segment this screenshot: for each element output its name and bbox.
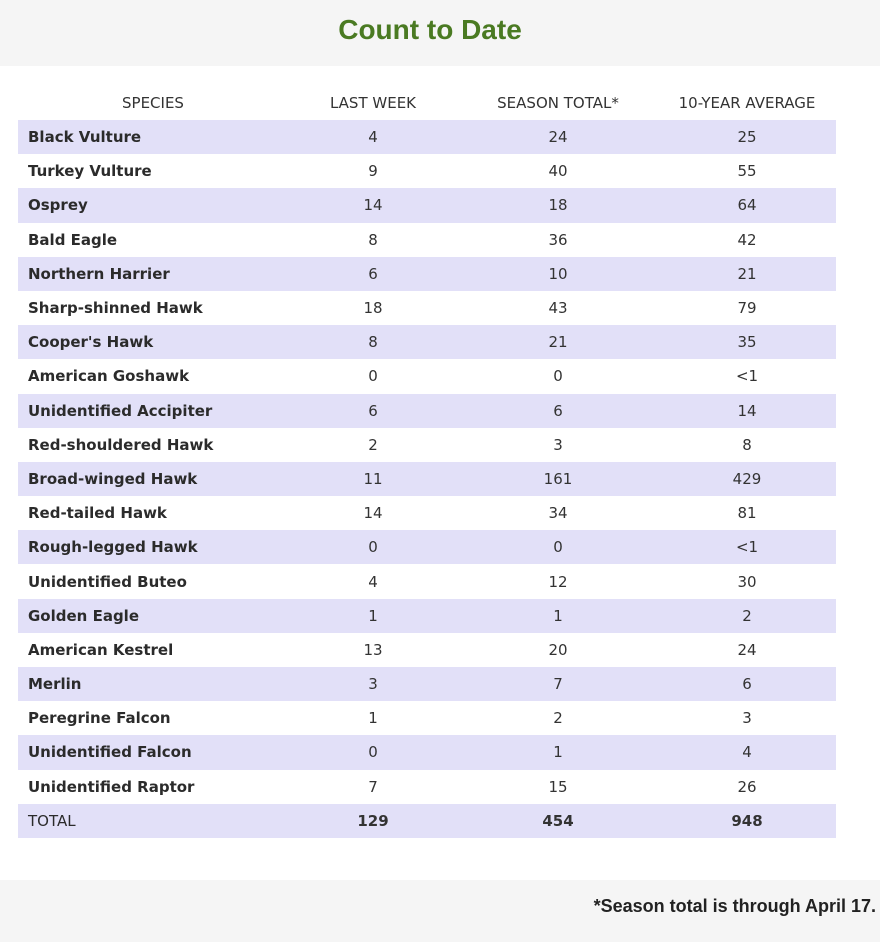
ten-year-average-cell: 55 [737, 162, 757, 181]
species-name-cell: Osprey [18, 188, 288, 222]
ten-year-average-cell: 79 [737, 299, 757, 318]
ten-year-average-cell: 25 [658, 120, 836, 154]
ten-year-average-cell: 35 [658, 325, 836, 359]
species-name-cell: Bald Eagle [28, 230, 118, 249]
species-name-cell: Rough-legged Hawk [18, 530, 288, 564]
table-row [18, 735, 836, 769]
total-last-week: 129 [288, 804, 458, 838]
ten-year-average-cell: <1 [735, 367, 759, 386]
table-row [18, 530, 836, 564]
table-row [18, 223, 836, 257]
table-total-row [18, 804, 836, 838]
last-week-cell: 0 [368, 367, 378, 386]
table-row [18, 291, 836, 325]
table-row [18, 257, 836, 291]
table-row [18, 394, 836, 428]
count-table-container [18, 86, 836, 838]
season-total-cell: 36 [548, 230, 568, 249]
ten-year-average-cell: 24 [737, 640, 757, 659]
table-row [18, 667, 836, 701]
species-name-cell: Unidentified Raptor [28, 777, 195, 796]
table-row [18, 496, 836, 530]
season-total-cell: 43 [548, 299, 568, 318]
ten-year-average-cell: 429 [658, 462, 836, 496]
season-total-cell: 2 [553, 709, 563, 728]
table-row [18, 770, 836, 804]
species-name-cell: Peregrine Falcon [28, 709, 171, 728]
last-week-cell: 1 [368, 709, 378, 728]
last-week-cell: 11 [288, 462, 458, 496]
last-week-cell: 6 [288, 257, 458, 291]
table-row [18, 359, 836, 393]
last-week-cell: 3 [288, 667, 458, 701]
season-total-cell: 7 [458, 667, 658, 701]
last-week-cell: 1 [288, 599, 458, 633]
table-row [18, 154, 836, 188]
last-week-cell: 2 [368, 435, 378, 454]
season-total-cell: 15 [548, 777, 568, 796]
count-table [18, 86, 836, 838]
column-header-species: SPECIES [122, 94, 184, 112]
ten-year-average-cell: 81 [737, 504, 757, 523]
column-header-last-week: LAST WEEK [329, 94, 417, 112]
ten-year-average-cell: 14 [658, 394, 836, 428]
table-row [18, 325, 836, 359]
season-total-cell: 10 [458, 257, 658, 291]
ten-year-average-cell: 4 [658, 735, 836, 769]
table-row [18, 564, 836, 598]
season-total-cell: 0 [458, 530, 658, 564]
last-week-cell: 0 [288, 530, 458, 564]
last-week-cell: 18 [363, 299, 383, 318]
table-row [18, 188, 836, 222]
table-row [18, 462, 836, 496]
last-week-cell: 14 [288, 188, 458, 222]
season-total-cell: 20 [548, 640, 568, 659]
last-week-cell: 6 [288, 394, 458, 428]
ten-year-average-cell: 3 [742, 709, 752, 728]
ten-year-average-cell: 6 [658, 667, 836, 701]
species-name-cell: Red-tailed Hawk [28, 504, 167, 523]
species-name-cell: Unidentified Accipiter [18, 394, 288, 428]
species-name-cell: Northern Harrier [18, 257, 288, 291]
species-name-cell: Black Vulture [18, 120, 288, 154]
ten-year-average-cell: 21 [658, 257, 836, 291]
total-label: TOTAL [18, 804, 288, 838]
season-total-cell: 18 [458, 188, 658, 222]
ten-year-average-cell: 42 [737, 230, 757, 249]
table-row [18, 599, 836, 633]
species-name-cell: Golden Eagle [18, 599, 288, 633]
column-header-ten-year-average: 10-YEAR AVERAGE [678, 94, 816, 112]
species-name-cell: Red-shouldered Hawk [28, 435, 214, 454]
season-total-cell: 0 [553, 367, 563, 386]
last-week-cell: 4 [368, 572, 378, 591]
table-row [18, 701, 836, 735]
page-title: Count to Date [338, 14, 522, 45]
season-total-cell: 161 [458, 462, 658, 496]
last-week-cell: 8 [368, 230, 378, 249]
last-week-cell: 0 [288, 735, 458, 769]
table-row [18, 120, 836, 154]
table-body [18, 120, 836, 838]
last-week-cell: 7 [368, 777, 378, 796]
ten-year-average-cell: 30 [737, 572, 757, 591]
species-name-cell: Unidentified Buteo [28, 572, 187, 591]
season-total-cell: 1 [458, 599, 658, 633]
table-row [18, 428, 836, 462]
last-week-cell: 4 [288, 120, 458, 154]
species-name-cell: Unidentified Falcon [18, 735, 288, 769]
season-total-cell: 1 [458, 735, 658, 769]
season-total-cell: 12 [548, 572, 568, 591]
ten-year-average-cell: 2 [658, 599, 836, 633]
table-header-row [18, 86, 836, 120]
table-row [18, 633, 836, 667]
last-week-cell: 9 [368, 162, 378, 181]
species-name-cell: Merlin [18, 667, 288, 701]
species-name-cell: Cooper's Hawk [18, 325, 288, 359]
season-total-footnote: *Season total is through April 17. [593, 896, 876, 916]
last-week-cell: 14 [363, 504, 383, 523]
season-total-cell: 6 [458, 394, 658, 428]
season-total-cell: 24 [458, 120, 658, 154]
season-total-cell: 40 [548, 162, 568, 181]
species-name-cell: Turkey Vulture [28, 162, 152, 181]
season-total-cell: 21 [458, 325, 658, 359]
species-name-cell: American Kestrel [28, 640, 174, 659]
ten-year-average-cell: 8 [742, 435, 752, 454]
total-season-total: 454 [458, 804, 658, 838]
season-total-cell: 34 [548, 504, 568, 523]
ten-year-average-cell: <1 [658, 530, 836, 564]
column-header-season-total: SEASON TOTAL* [497, 94, 619, 112]
species-name-cell: Sharp-shinned Hawk [28, 299, 203, 318]
ten-year-average-cell: 64 [658, 188, 836, 222]
season-total-cell: 3 [553, 435, 563, 454]
total-ten-year-average: 948 [658, 804, 836, 838]
last-week-cell: 13 [363, 640, 383, 659]
last-week-cell: 8 [288, 325, 458, 359]
species-name-cell: American Goshawk [28, 367, 190, 386]
species-name-cell: Broad-winged Hawk [18, 462, 288, 496]
ten-year-average-cell: 26 [737, 777, 757, 796]
